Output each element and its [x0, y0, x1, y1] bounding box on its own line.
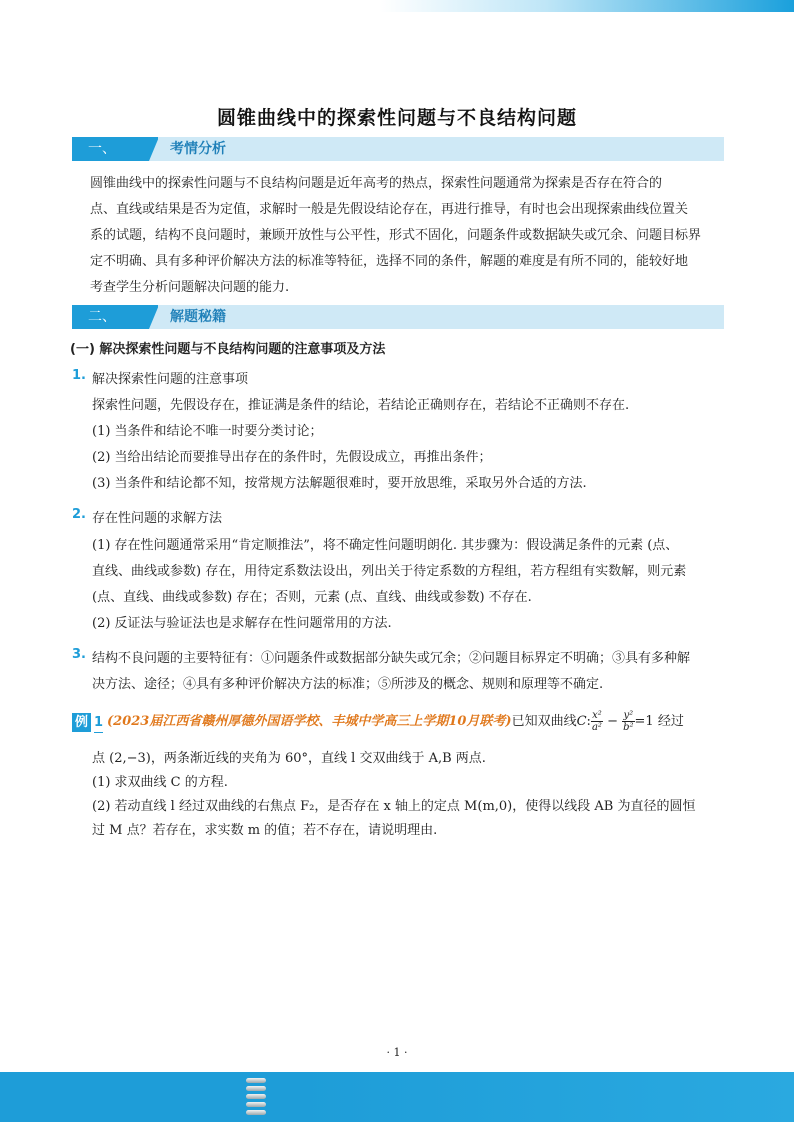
example-number: 1 — [94, 713, 103, 733]
item-line: (2) 当给出结论而要推导出存在的条件时，先假设成立，再推出条件； — [92, 450, 492, 465]
top-decorative-stripe — [380, 0, 794, 12]
item-number: 3. — [72, 647, 86, 662]
spiral-binding-icon — [246, 1078, 268, 1122]
curve-name: C — [576, 714, 587, 729]
colon: : — [586, 714, 591, 729]
section-header-methods — [72, 305, 724, 329]
item-line: (1) 当条件和结论不唯一时要分类讨论； — [92, 424, 323, 439]
question-1: (1) 求双曲线 C 的方程. — [92, 775, 228, 790]
minus-sign: − — [607, 714, 618, 729]
example-lead: 已知双曲线 — [511, 714, 577, 729]
section-number: 二、 — [72, 305, 158, 329]
intro-line: 点、直线或结果是否为定值，求解时一般是先假设结论存在，再进行推导，有时也会出现探索曲线位置关 — [90, 202, 689, 217]
item-line: (3) 当条件和结论都不知，按常规方法解题很难时，要开放思维，采取另外合适的方法. — [92, 476, 587, 491]
equation-tail: =1 经过 — [634, 714, 684, 729]
item-line: (点、直线、曲线或参数) 存在；否则，元素 (点、直线、曲线或参数) 不存在. — [92, 590, 532, 605]
fraction-numerator: y² — [623, 710, 634, 721]
fraction-x — [591, 710, 603, 733]
section-label: 解题秘籍 — [170, 309, 226, 325]
intro-line: 定不明确、具有多种评价解决方法的标准等特征，选择不同的条件，解题的难度是有所不同的，能较好地 — [90, 254, 689, 269]
intro-line: 圆锥曲线中的探索性问题与不良结构问题是近年高考的热点，探索性问题通常为探索是否存在符合的 — [90, 176, 663, 191]
item-line: (2) 反证法与验证法也是求解存在性问题常用的方法. — [92, 616, 392, 631]
question-2-continued: 过 M 点？若存在，求实数 m 的值；若不存在，请说明理由. — [92, 823, 438, 838]
item-title: 解决探索性问题的注意事项 — [92, 372, 249, 387]
fraction-denominator: a² — [591, 722, 602, 733]
fraction-numerator: x² — [592, 710, 602, 721]
example-first-line — [107, 710, 684, 733]
item-number: 1. — [72, 368, 86, 383]
page-number: · 1 · — [386, 1046, 408, 1059]
example-line: 点 (2,−3)，两条渐近线的夹角为 60°，直线 l 交双曲线于 A,B 两点. — [92, 751, 486, 766]
section-header-analysis — [72, 137, 724, 161]
question-2: (2) 若动直线 l 经过双曲线的右焦点 F₂，是否存在 x 轴上的定点 M(m,0)，使得以线段 AB 为直径的圆恒 — [92, 799, 696, 814]
fraction-y — [622, 710, 634, 733]
intro-line: 系的试题，结构不良问题时，兼顾开放性与公平性，形式不固化，问题条件或数据缺失或冗余、问题目标界 — [90, 228, 702, 243]
fraction-denominator: b² — [623, 722, 634, 733]
bottom-bar-gradient — [300, 1072, 794, 1122]
section-label: 考情分析 — [170, 141, 226, 157]
item-line: 结构不良问题的主要特征有：①问题条件或数据部分缺失或冗余；②问题目标界定不明确；③具有多种解 — [92, 651, 691, 666]
example-badge: 例 — [72, 713, 91, 732]
item-line: 决方法、途径；④具有多种评价解决方法的标准；⑤所涉及的概念、规则和原理等不确定. — [92, 677, 604, 692]
item-line: (1) 存在性问题通常采用“肯定顺推法”，将不确定性问题明朗化. 其步骤为：假设满足条件的元素 (点、 — [92, 538, 679, 553]
item-line: 直线、曲线或参数) 存在，用待定系数法设出，列出关于待定系数的方程组，若方程组有实数解，则元素 — [92, 564, 687, 579]
intro-paragraph — [90, 171, 722, 301]
example-source: (2023届江西省赣州厚德外国语学校、丰城中学高三上学期10月联考) — [107, 714, 512, 729]
bottom-decorative-bar — [0, 1072, 794, 1122]
subheading: (一) 解决探索性问题与不良结构问题的注意事项及方法 — [70, 342, 386, 357]
item-title: 存在性问题的求解方法 — [92, 511, 223, 526]
intro-line: 考查学生分析问题解决问题的能力. — [90, 280, 290, 295]
item-number: 2. — [72, 507, 86, 522]
item-line: 探索性问题，先假设存在，推证满是条件的结论，若结论正确则存在，若结论不正确则不存在. — [92, 398, 630, 413]
section-number: 一、 — [72, 137, 158, 161]
page-title: 圆锥曲线中的探索性问题与不良结构问题 — [216, 107, 577, 129]
